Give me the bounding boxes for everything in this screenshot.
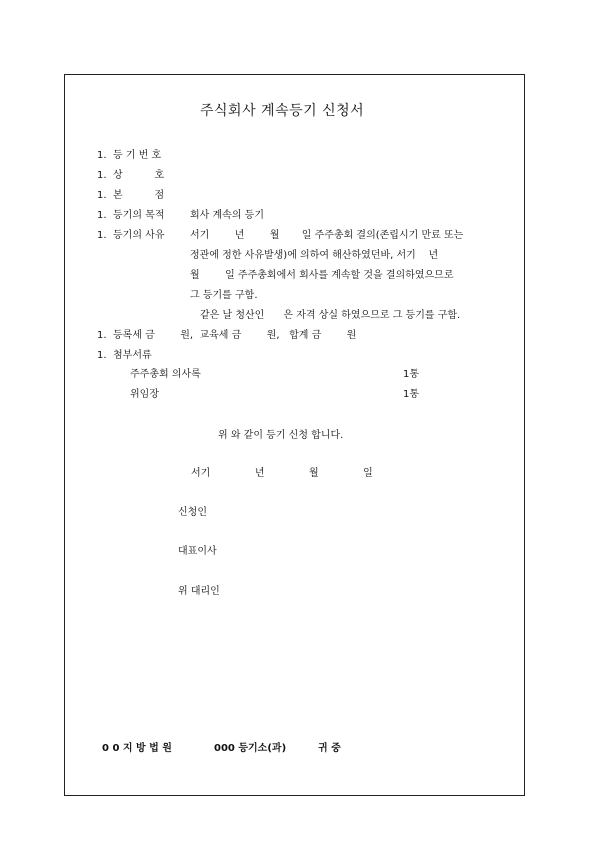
item-label: 등기의 목적 xyxy=(113,210,165,221)
item-number: 1. xyxy=(97,330,107,341)
reason-line: 그 등기를 구함. xyxy=(190,290,258,301)
reason-line: 서기 년 월 일 주주총회 결의(존립시기 만료 또는 xyxy=(190,230,464,241)
representative-label: 대표이사 xyxy=(178,546,217,557)
statement: 위 와 같이 등기 신청 합니다. xyxy=(218,430,344,441)
agent-label: 위 대리인 xyxy=(178,586,220,597)
document-title: 주식회사 계속등기 신청서 xyxy=(200,103,365,119)
item-value: 회사 계속의 등기 xyxy=(190,210,264,221)
item-number: 1. xyxy=(97,170,107,181)
item-number: 1. xyxy=(97,150,107,161)
reason-line: 정관에 정한 사유발생)에 의하여 해산하였던바, 서기 년 xyxy=(190,250,439,261)
item-number: 1. xyxy=(97,210,107,221)
addressee-suffix: 귀 중 xyxy=(318,743,341,754)
item-number: 1. xyxy=(97,230,107,241)
date-line: 서기 년 월 일 xyxy=(191,468,373,479)
reason-line: 월 일 주주총회에서 회사를 계속할 것을 결의하였으므로 xyxy=(190,270,454,281)
item-label: 등 기 번 호 xyxy=(113,150,162,161)
item-label: 본 점 xyxy=(113,190,165,201)
attachment-name: 주주총회 의사록 xyxy=(130,369,201,380)
tax-line: 등록세 금 원, 교육세 금 원, 합계 금 원 xyxy=(113,330,357,341)
item-number: 1. xyxy=(97,350,107,361)
reason-line: 같은 날 청산인 은 자격 상실 하였으므로 그 등기를 구함. xyxy=(200,310,461,321)
attachments-label: 첨부서류 xyxy=(113,350,152,361)
registry-name: 000 등기소(과) xyxy=(214,743,287,754)
attachment-count: 1통 xyxy=(403,369,420,380)
attachment-count: 1통 xyxy=(403,389,420,400)
item-label: 상 호 xyxy=(113,170,165,181)
item-label: 등기의 사유 xyxy=(113,230,165,241)
attachment-name: 위임장 xyxy=(130,389,159,400)
item-number: 1. xyxy=(97,190,107,201)
court-name: 0 0 지 방 법 원 xyxy=(102,743,172,754)
applicant-label: 신청인 xyxy=(178,507,207,518)
